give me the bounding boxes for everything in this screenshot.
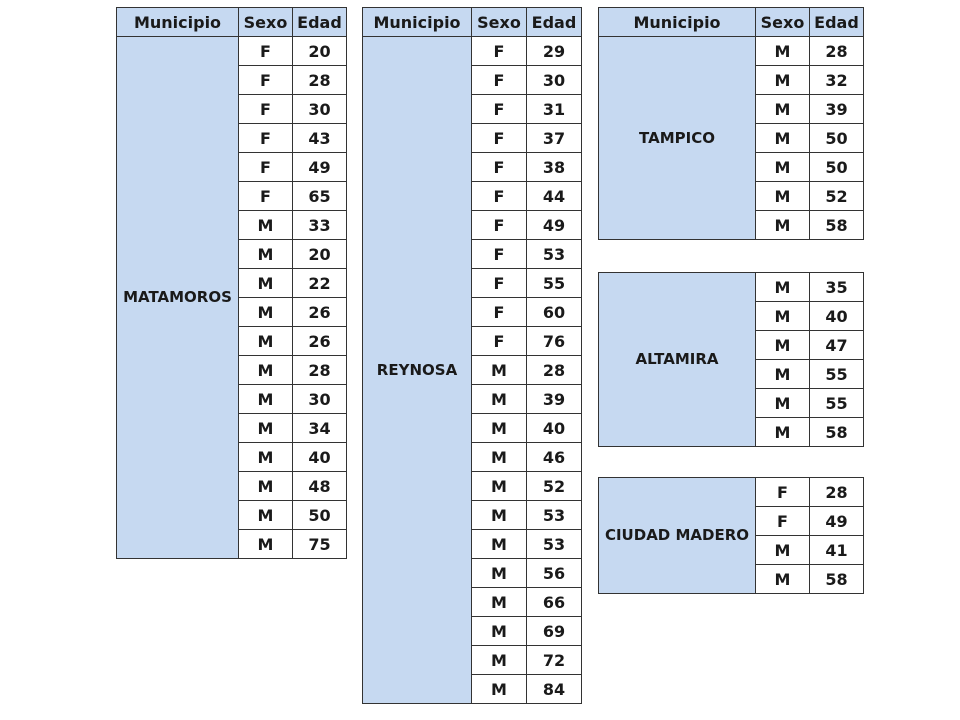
sexo-cell: F bbox=[472, 95, 527, 124]
sexo-cell: M bbox=[472, 588, 527, 617]
edad-cell: 33 bbox=[293, 211, 347, 240]
edad-cell: 39 bbox=[527, 385, 582, 414]
edad-cell: 20 bbox=[293, 37, 347, 66]
edad-cell: 52 bbox=[810, 182, 864, 211]
edad-cell: 55 bbox=[527, 269, 582, 298]
edad-cell: 28 bbox=[293, 356, 347, 385]
edad-cell: 46 bbox=[527, 443, 582, 472]
edad-cell: 26 bbox=[293, 298, 347, 327]
sexo-cell: F bbox=[239, 37, 293, 66]
sexo-cell: M bbox=[472, 356, 527, 385]
sexo-cell: F bbox=[472, 327, 527, 356]
table-tampico bbox=[598, 7, 864, 240]
sexo-cell: M bbox=[756, 124, 810, 153]
edad-cell: 26 bbox=[293, 327, 347, 356]
municipio-name: CIUDAD MADERO bbox=[599, 478, 756, 594]
edad-cell: 72 bbox=[527, 646, 582, 675]
edad-cell: 37 bbox=[527, 124, 582, 153]
table-ciudad-madero bbox=[598, 477, 864, 594]
edad-cell: 28 bbox=[810, 478, 864, 507]
edad-cell: 50 bbox=[293, 501, 347, 530]
edad-cell: 47 bbox=[810, 331, 864, 360]
edad-cell: 30 bbox=[527, 66, 582, 95]
edad-cell: 52 bbox=[527, 472, 582, 501]
table-altamira bbox=[598, 272, 864, 447]
edad-cell: 40 bbox=[527, 414, 582, 443]
table-row bbox=[599, 273, 864, 302]
sexo-cell: F bbox=[472, 124, 527, 153]
edad-cell: 39 bbox=[810, 95, 864, 124]
edad-cell: 20 bbox=[293, 240, 347, 269]
edad-cell: 31 bbox=[527, 95, 582, 124]
header-row bbox=[117, 8, 347, 37]
edad-cell: 28 bbox=[293, 66, 347, 95]
header-row bbox=[363, 8, 582, 37]
table-reynosa bbox=[362, 7, 582, 704]
sexo-cell: F bbox=[756, 507, 810, 536]
header-edad: Edad bbox=[810, 8, 864, 37]
edad-cell: 84 bbox=[527, 675, 582, 704]
sexo-cell: M bbox=[472, 617, 527, 646]
sexo-cell: M bbox=[239, 327, 293, 356]
sexo-cell: F bbox=[239, 95, 293, 124]
sexo-cell: F bbox=[472, 240, 527, 269]
edad-cell: 49 bbox=[810, 507, 864, 536]
edad-cell: 29 bbox=[527, 37, 582, 66]
header-row bbox=[599, 8, 864, 37]
edad-cell: 40 bbox=[293, 443, 347, 472]
header-edad: Edad bbox=[293, 8, 347, 37]
sexo-cell: M bbox=[756, 182, 810, 211]
header-municipio: Municipio bbox=[363, 8, 472, 37]
edad-cell: 28 bbox=[810, 37, 864, 66]
edad-cell: 55 bbox=[810, 360, 864, 389]
sexo-cell: M bbox=[239, 240, 293, 269]
edad-cell: 50 bbox=[810, 153, 864, 182]
edad-cell: 65 bbox=[293, 182, 347, 211]
edad-cell: 38 bbox=[527, 153, 582, 182]
municipio-name: MATAMOROS bbox=[117, 37, 239, 559]
edad-cell: 66 bbox=[527, 588, 582, 617]
table-row bbox=[599, 478, 864, 507]
edad-cell: 44 bbox=[527, 182, 582, 211]
sexo-cell: M bbox=[472, 472, 527, 501]
sexo-cell: F bbox=[472, 37, 527, 66]
edad-cell: 53 bbox=[527, 530, 582, 559]
sexo-cell: M bbox=[472, 675, 527, 704]
sexo-cell: M bbox=[756, 153, 810, 182]
header-sexo: Sexo bbox=[239, 8, 293, 37]
sexo-cell: F bbox=[239, 66, 293, 95]
sexo-cell: F bbox=[239, 182, 293, 211]
sexo-cell: F bbox=[472, 153, 527, 182]
sexo-cell: M bbox=[756, 95, 810, 124]
sexo-cell: M bbox=[472, 443, 527, 472]
edad-cell: 56 bbox=[527, 559, 582, 588]
sexo-cell: M bbox=[756, 536, 810, 565]
sexo-cell: F bbox=[472, 66, 527, 95]
sexo-cell: M bbox=[239, 298, 293, 327]
sexo-cell: M bbox=[756, 565, 810, 594]
edad-cell: 41 bbox=[810, 536, 864, 565]
sexo-cell: F bbox=[472, 298, 527, 327]
edad-cell: 35 bbox=[810, 273, 864, 302]
sexo-cell: M bbox=[239, 530, 293, 559]
sexo-cell: F bbox=[472, 182, 527, 211]
sexo-cell: F bbox=[239, 124, 293, 153]
edad-cell: 76 bbox=[527, 327, 582, 356]
edad-cell: 60 bbox=[527, 298, 582, 327]
edad-cell: 69 bbox=[527, 617, 582, 646]
sexo-cell: F bbox=[472, 269, 527, 298]
municipio-name: REYNOSA bbox=[363, 37, 472, 704]
header-edad: Edad bbox=[527, 8, 582, 37]
header-municipio: Municipio bbox=[599, 8, 756, 37]
sexo-cell: M bbox=[239, 211, 293, 240]
sexo-cell: M bbox=[756, 389, 810, 418]
sexo-cell: M bbox=[239, 443, 293, 472]
edad-cell: 30 bbox=[293, 385, 347, 414]
sexo-cell: M bbox=[756, 331, 810, 360]
edad-cell: 34 bbox=[293, 414, 347, 443]
edad-cell: 28 bbox=[527, 356, 582, 385]
edad-cell: 22 bbox=[293, 269, 347, 298]
edad-cell: 58 bbox=[810, 418, 864, 447]
sexo-cell: M bbox=[239, 269, 293, 298]
sexo-cell: M bbox=[756, 360, 810, 389]
header-sexo: Sexo bbox=[472, 8, 527, 37]
sexo-cell: M bbox=[472, 559, 527, 588]
sexo-cell: M bbox=[239, 385, 293, 414]
municipio-name: TAMPICO bbox=[599, 37, 756, 240]
edad-cell: 48 bbox=[293, 472, 347, 501]
sexo-cell: F bbox=[472, 211, 527, 240]
edad-cell: 58 bbox=[810, 565, 864, 594]
edad-cell: 32 bbox=[810, 66, 864, 95]
table-row bbox=[363, 37, 582, 66]
sexo-cell: M bbox=[239, 414, 293, 443]
sexo-cell: M bbox=[472, 385, 527, 414]
sexo-cell: M bbox=[472, 646, 527, 675]
edad-cell: 75 bbox=[293, 530, 347, 559]
edad-cell: 55 bbox=[810, 389, 864, 418]
sexo-cell: M bbox=[239, 472, 293, 501]
header-sexo: Sexo bbox=[756, 8, 810, 37]
sexo-cell: M bbox=[756, 37, 810, 66]
edad-cell: 49 bbox=[293, 153, 347, 182]
table-row bbox=[599, 37, 864, 66]
table-row bbox=[117, 37, 347, 66]
sexo-cell: M bbox=[239, 501, 293, 530]
sexo-cell: M bbox=[756, 418, 810, 447]
municipio-name: ALTAMIRA bbox=[599, 273, 756, 447]
edad-cell: 43 bbox=[293, 124, 347, 153]
sexo-cell: M bbox=[756, 302, 810, 331]
table-matamoros bbox=[116, 7, 347, 559]
edad-cell: 50 bbox=[810, 124, 864, 153]
sexo-cell: F bbox=[756, 478, 810, 507]
sexo-cell: M bbox=[239, 356, 293, 385]
edad-cell: 53 bbox=[527, 501, 582, 530]
sexo-cell: F bbox=[239, 153, 293, 182]
edad-cell: 49 bbox=[527, 211, 582, 240]
sexo-cell: M bbox=[756, 211, 810, 240]
sexo-cell: M bbox=[472, 501, 527, 530]
sexo-cell: M bbox=[472, 530, 527, 559]
header-municipio: Municipio bbox=[117, 8, 239, 37]
edad-cell: 53 bbox=[527, 240, 582, 269]
edad-cell: 58 bbox=[810, 211, 864, 240]
edad-cell: 30 bbox=[293, 95, 347, 124]
edad-cell: 40 bbox=[810, 302, 864, 331]
sexo-cell: M bbox=[756, 66, 810, 95]
sexo-cell: M bbox=[472, 414, 527, 443]
sexo-cell: M bbox=[756, 273, 810, 302]
